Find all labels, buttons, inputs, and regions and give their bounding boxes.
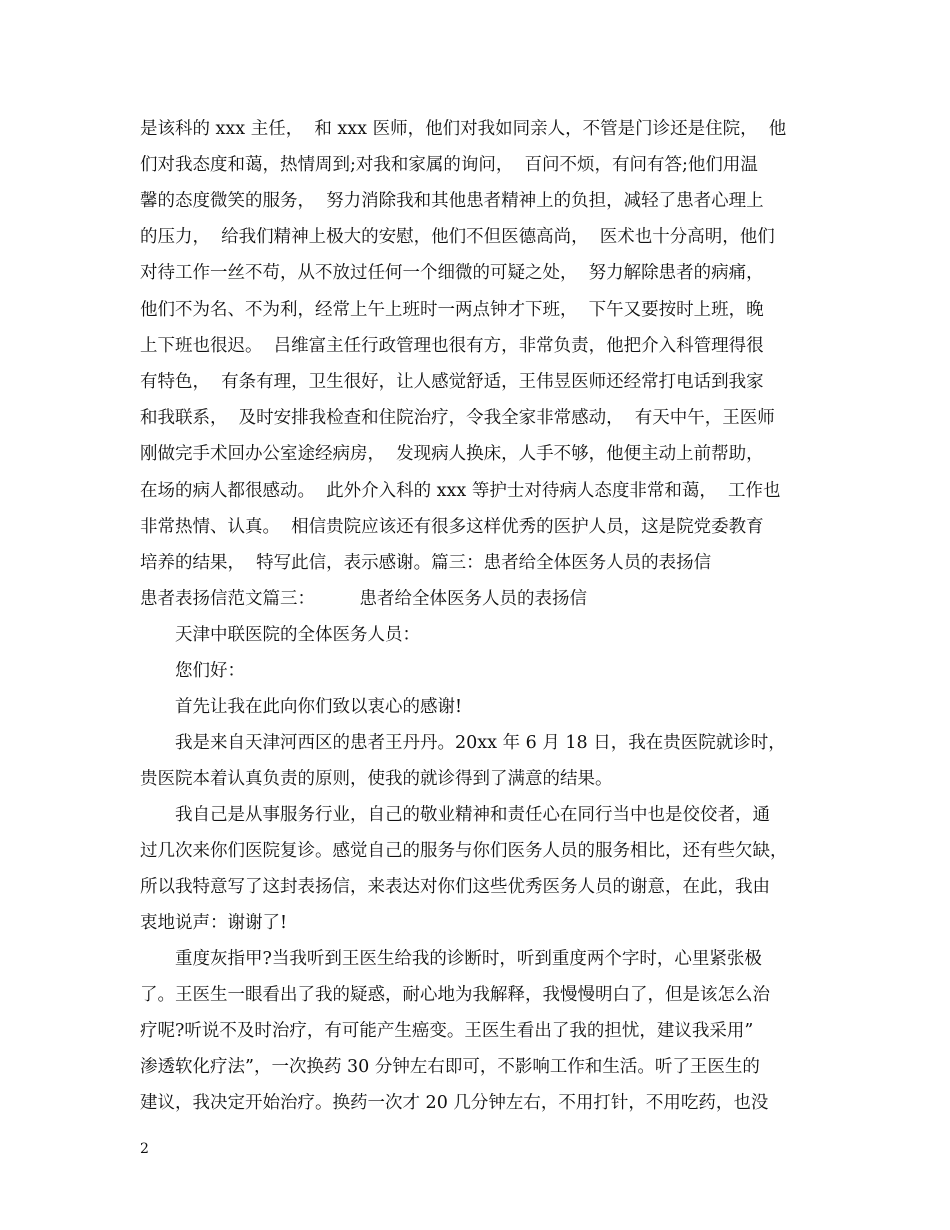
- text-line: 非常热情、认真。 相信贵院应该还有很多这样优秀的医护人员，这是院党委教育: [140, 517, 764, 537]
- text-line: 刚做完手术回办公室途经病房， 发现病人换床，人手不够，他便主动上前帮助，: [140, 444, 764, 464]
- salutation-line: 天津中联医院的全体医务人员：: [175, 625, 420, 645]
- text-line: 馨的态度微笑的服务， 努力消除我和其他患者精神上的负担，减轻了患者心理上: [140, 191, 764, 211]
- text-line: 疗呢?听说不及时治疗，有可能产生癌变。王医生看出了我的担忧，建议我采用”: [140, 1021, 754, 1041]
- text-line: 建议，我决定开始治疗。换药一次才 20 几分钟左右，不用打针，不用吃药，也没: [140, 1093, 769, 1113]
- text-line: 渗透软化疗法”，一次换药 30 分钟左右即可，不影响工作和生活。听了王医生的: [140, 1057, 760, 1077]
- paragraph-start-line: 我自己是从事服务行业，自己的敬业精神和责任心在同行当中也是佼佼者，通: [175, 805, 770, 825]
- text-line: 和我联系， 及时安排我检查和住院治疗，令我全家非常感动， 有天中午，王医师: [140, 408, 775, 428]
- text-line: 上下班也很迟。 吕维富主任行政管理也很有方，非常负责，他把介入科管理得很: [140, 336, 764, 356]
- text-line: 贵医院本着认真负责的原则，使我的就诊得到了满意的结果。: [140, 769, 613, 789]
- greeting-line: 您们好：: [175, 661, 245, 681]
- text-line: 过几次来你们医院复诊。感觉自己的服务与你们医务人员的服务相比，还有些欠缺，: [140, 841, 788, 861]
- text-line: 的压力， 给我们精神上极大的安慰，他们不但医德高尚， 医术也十分高明，他们: [140, 227, 775, 247]
- text-line: 衷地说声：谢谢了!: [140, 913, 288, 933]
- paragraph-start-line: 重度灰指甲?当我听到王医生给我的诊断时，听到重度两个字时，心里紧张极: [175, 949, 762, 969]
- text-line: 他们不为名、不为利，经常上午上班时一两点钟才下班， 下午又要按时上班，晚: [140, 300, 764, 320]
- page-number: 2: [140, 1141, 149, 1157]
- text-line: 了。王医生一眼看出了我的疑惑，耐心地为我解释，我慢慢明白了，但是该怎么治: [140, 985, 770, 1005]
- paragraph-start-line: 我是来自天津河西区的患者王丹丹。20xx 年 6 月 18 日，我在贵医院就诊时，: [175, 733, 786, 753]
- text-line: 们对我态度和蔼，热情周到;对我和家属的询问， 百问不烦，有问有答;他们用温: [140, 155, 758, 175]
- text-line: 有特色， 有条有理，卫生很好，让人感觉舒适，王伟昱医师还经常打电话到我家: [140, 372, 764, 392]
- text-line: 是该科的 xxx 主任， 和 xxx 医师，他们对我如同亲人，不管是门诊还是住院， 他: [140, 119, 787, 139]
- text-line: 培养的结果， 特写此信，表示感谢。篇三：患者给全体医务人员的表扬信: [140, 553, 712, 573]
- paragraph-start-line: 首先让我在此向你们致以衷心的感谢!: [175, 697, 463, 717]
- text-line: 所以我特意写了这封表扬信，来表达对你们这些优秀医务人员的谢意，在此，我由: [140, 877, 770, 897]
- text-line: 患者表扬信范文篇三： 患者给全体医务人员的表扬信: [140, 589, 588, 609]
- text-line: 在场的病人都很感动。 此外介入科的 xxx 等护士对待病人态度非常和蔼， 工作也: [140, 481, 781, 501]
- text-line: 对待工作一丝不苟，从不放过任何一个细微的可疑之处， 努力解除患者的病痛，: [140, 263, 764, 283]
